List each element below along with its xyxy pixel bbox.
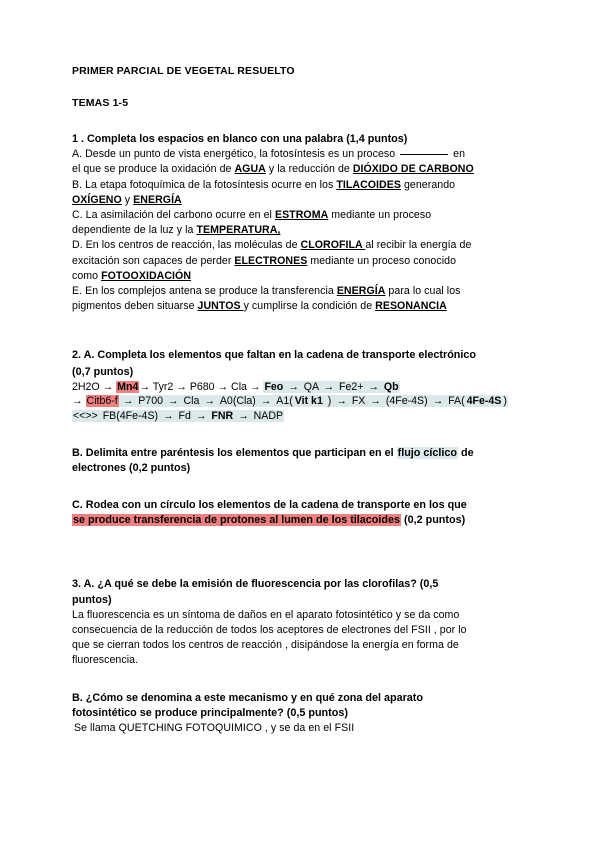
electron-transport-chain-line-3	[72, 409, 540, 424]
chain-token: Citb6-f	[86, 395, 118, 408]
spacer	[72, 424, 540, 446]
question-1-item-b	[72, 178, 540, 208]
chain-token: →	[204, 395, 218, 408]
chain-token: Cla	[183, 395, 203, 408]
question-3b-answer: Se llama QUETCHING FOTOQUIMICO , y se da en el FSII	[74, 722, 355, 735]
chain-token: →	[167, 395, 182, 408]
chain-token: →	[162, 410, 177, 423]
chain-token: (4Fe-4S)	[385, 395, 431, 408]
q1a-blank	[400, 154, 448, 155]
chain-token: Fd	[178, 410, 194, 423]
q2c-line1: C. Rodea con un círculo los elementos de la cadena de transporte en los que	[72, 499, 467, 512]
chain-token: →	[288, 380, 302, 393]
chain-token: →	[323, 380, 337, 393]
q3a-answer-line4: fluorescencia.	[72, 654, 139, 667]
spacer	[72, 528, 540, 562]
question-1-item-e	[72, 284, 540, 314]
q1c-line2-pre: dependiente de la luz y la	[72, 224, 197, 237]
question-3b-heading-line1: B. ¿Cómo se denomina a este mecanismo y en qué zona del aparato	[72, 691, 423, 704]
q1b-answer-1: TILACOIDES	[336, 178, 401, 191]
q1e-line2-mid: y cumplirse la condición de	[243, 300, 376, 313]
question-2b	[72, 446, 540, 476]
question-3a-heading-line2: puntos)	[72, 593, 112, 606]
chain-token: P680	[189, 380, 218, 393]
q2c-highlight: se produce transferencia de protones al lumen de los tilacoides	[73, 514, 401, 527]
q1e-answer-2: JUNTOS	[197, 300, 244, 313]
q1a-text-post: en	[450, 148, 466, 161]
electron-transport-chain-line-2	[72, 394, 540, 409]
chain-token: Cla	[231, 380, 250, 393]
chain-token: <<>>	[73, 410, 101, 423]
chain-token: Feo	[264, 380, 287, 393]
chain-token: →	[195, 410, 210, 423]
chain-token: )	[503, 395, 507, 408]
q1d-line2-post: mediante un proceso conocido	[307, 254, 457, 267]
q1a-answer-2: DIÓXIDO DE CARBONO	[352, 163, 474, 176]
q1d-line2-pre: excitación son capaces de perder	[72, 254, 235, 267]
chain-token: FA(	[448, 395, 465, 408]
q1c-text-mid: mediante un proceso	[328, 209, 432, 222]
question-1-item-c	[72, 208, 540, 238]
q1d-text-mid: al recibir la energía de	[365, 239, 472, 252]
chain-token: )	[327, 395, 335, 408]
q1b-text-mid: generando	[400, 178, 456, 191]
question-1-item-a	[72, 147, 540, 177]
chain-token: FNR	[211, 410, 237, 423]
q1b-answer-2: OXÍGENO	[72, 193, 122, 206]
chain-token: →	[217, 380, 232, 393]
question-3a-answer	[72, 608, 540, 669]
chain-token: Mn4	[117, 380, 139, 393]
chain-token: →	[176, 380, 190, 393]
q1e-answer-3: RESONANCIA	[375, 300, 447, 313]
q1a-line2-mid: y la reducción de	[265, 163, 353, 176]
spacer	[72, 110, 540, 132]
chain-token: →	[432, 395, 447, 408]
chain-token: Fe2+	[338, 380, 367, 393]
q1d-answer-3: FOTOOXIDACIÓN	[101, 269, 192, 282]
q1d-answer-1: CLOROFILA	[300, 239, 366, 252]
chain-token: 2H2O	[72, 380, 103, 393]
document-title: PRIMER PARCIAL DE VEGETAL RESUELTO	[72, 65, 295, 77]
q1d-line3-pre: como	[72, 269, 102, 282]
chain-token: NADP	[253, 410, 284, 423]
q1b-conj: y	[121, 193, 134, 206]
q2b-line2: electrones (0,2 puntos)	[72, 461, 191, 474]
chain-token: →	[260, 395, 275, 408]
chain-token: Vit k1	[294, 395, 326, 408]
chain-token: Qb	[383, 380, 399, 393]
q1c-answer-1: ESTROMA	[274, 209, 329, 222]
q1a-text-pre: A. Desde un punto de vista energético, la fotosíntesis es un proceso	[72, 148, 399, 161]
q1c-answer-2: TEMPERATURA,	[196, 224, 281, 237]
chain-token: →	[119, 395, 137, 408]
q2b-highlight: flujo cíclico	[397, 446, 458, 459]
q1c-text-pre: C. La asimilación del carbono ocurre en el	[72, 209, 275, 222]
spacer	[72, 314, 540, 348]
chain-token: 4Fe-4S	[466, 395, 502, 408]
question-1-heading: 1 . Completa los espacios en blanco con una palabra (1,4 puntos)	[72, 133, 408, 145]
spacer	[72, 562, 540, 577]
question-1-item-d	[72, 238, 540, 284]
chain-token: →	[368, 380, 382, 393]
q2b-text-pre: B. Delimita entre paréntesis los elementos que participan en el	[72, 446, 397, 459]
q3a-answer-line1: La fluorescencia es un síntoma de daños en el aparato fotosintético y se da como	[72, 608, 460, 621]
electron-transport-chain-line-1	[72, 380, 540, 395]
chain-token: →	[238, 410, 252, 423]
chain-token: FB(4Fe-4S)	[102, 410, 161, 423]
q3a-answer-line2: consecuencia de la reducción de todos los aceptores de electrones del FSII , por lo	[72, 624, 467, 637]
chain-token: →	[139, 380, 153, 393]
question-2c	[72, 498, 540, 528]
q1e-line2-pre: pigmentos deben situarse	[72, 300, 198, 313]
document-subtitle: TEMAS 1-5	[72, 97, 129, 109]
q1a-line2-pre: el que se produce la oxidación de	[72, 163, 235, 176]
q1e-text-pre: E. En los complejos antena se produce la transferencia	[72, 285, 337, 298]
q1d-answer-2: ELECTRONES	[234, 254, 308, 267]
chain-token: QA	[303, 380, 322, 393]
chain-token: →	[72, 395, 86, 408]
question-2a-heading-line1: 2. A. Completa los elementos que faltan en la cadena de transporte electrónico	[72, 349, 476, 362]
chain-token: →	[249, 380, 264, 393]
q3a-answer-line3: que se cierran todos los centros de reacción , disipándose la energía en forma de	[72, 639, 459, 652]
question-3a-heading-line1: 3. A. ¿A qué se debe la emisión de fluorescencia por las clorofilas? (0,5	[72, 578, 439, 591]
q1e-answer-1: ENERGÍA	[336, 285, 386, 298]
q1b-text-pre: B. La etapa fotoquímica de la fotosíntesis ocurre en los	[72, 178, 337, 191]
chain-token: A0(Cla)	[219, 395, 259, 408]
chain-token: →	[370, 395, 384, 408]
q1d-text-pre: D. En los centros de reacción, las moléculas de	[72, 239, 301, 252]
q2c-line2-post: (0,2 puntos)	[401, 514, 466, 527]
spacer	[72, 669, 540, 691]
spacer	[72, 476, 540, 498]
q1b-answer-3: ENERGÍA	[133, 193, 182, 206]
chain-token: →	[102, 380, 117, 393]
q2b-text-post: de	[458, 446, 474, 459]
q1e-text-mid: para lo cual los	[385, 285, 461, 298]
chain-token: Tyr2	[152, 380, 177, 393]
question-3b-heading-line2: fotosintético se produce principalmente? (0,5 puntos)	[72, 706, 348, 719]
q1a-answer-1: AGUA	[234, 163, 266, 176]
chain-token: →	[336, 395, 350, 408]
chain-token: P700	[138, 395, 166, 408]
question-2a-heading-line2: (0,7 puntos)	[72, 365, 134, 378]
chain-token: FX	[351, 395, 369, 408]
chain-token: A1(	[276, 395, 293, 408]
